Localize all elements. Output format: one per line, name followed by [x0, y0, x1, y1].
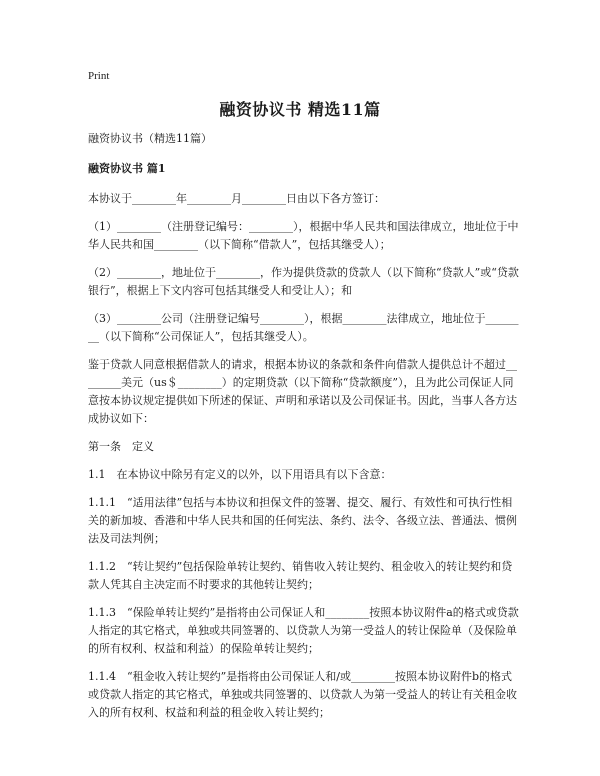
paragraph-party-borrower: （1）________（注册登记编号：________），根据中华人民共和国法律成立，地址位于中华人民共和国________（以下简称“借款人”，包括其继受人）；: [88, 220, 519, 251]
document-subtitle: 融资协议书（精选11篇）: [88, 132, 212, 145]
paragraph-signing-date: 本协议于________年________月________日由以下各方签订：: [88, 192, 385, 205]
document-body: [88, 130, 520, 732]
paragraph-party-guarantor: （3）________公司（注册登记编号________），根据________法律成立，地址位于________（以下简称“公司保证人”，包括其继受人）。: [88, 312, 519, 343]
clause-1-1-3: 1.1.3 “保险单转让契约”是指将由公司保证人和________按照本协议附件a的格式或贷款人指定的其它格式，单独或共同签署的、以贷款人为第一受益人的转让保险单（及保险单的所有权利、权益和利益）的保险单转让契约；: [88, 606, 519, 655]
paragraph-recital: 鉴于贷款人同意根据借款人的请求，根据本协议的条款和条件向借款人提供总计不超过________美元（us＄________）的定期贷款（以下简称“贷款额度”），且为此公司保证人同意按本协议规定提供如下所述的保证、声明和承诺以及公司保证书。因此，当事人各方达成协议如下：: [88, 358, 517, 425]
section-heading: 融资协议书 篇1: [88, 162, 166, 175]
clause-1-1: 1.1 在本协议中除另有定义的以外，以下用语具有以下含意：: [88, 468, 392, 481]
clause-1-1-4: 1.1.4 “租金收入转让契约”是指将由公司保证人和/或________按照本协议附件b的格式或贷款人指定的其它格式，单独或共同签署的、以贷款人为第一受益人的转让有关租金收入的所有权利、权益和利益的租金收入转让契约；: [88, 670, 517, 719]
clause-1-1-2: 1.1.2 “转让契约”包括保险单转让契约、销售收入转让契约、租金收入的转让契约和贷款人凭其自主决定而不时要求的其他转让契约；: [88, 560, 513, 591]
paragraph-party-lender: （2）________，地址位于________，作为提供贷款的贷款人（以下简称“贷款人”或“贷款银行”，根据上下文内容可包括其继受人和受让人）；和: [88, 266, 519, 297]
clause-1-1-1: 1.1.1 “适用法律”包括与本协议和担保文件的签署、提交、履行、有效性和可执行性相关的新加坡、香港和中华人民共和国的任何宪法、条约、法令、各级立法、普通法、惯例法及司法判例；: [88, 496, 517, 545]
document-title: 融资协议书 精选11篇: [219, 100, 381, 119]
print-link[interactable]: Print: [88, 70, 110, 82]
article-heading: 第一条 定义: [88, 440, 154, 453]
